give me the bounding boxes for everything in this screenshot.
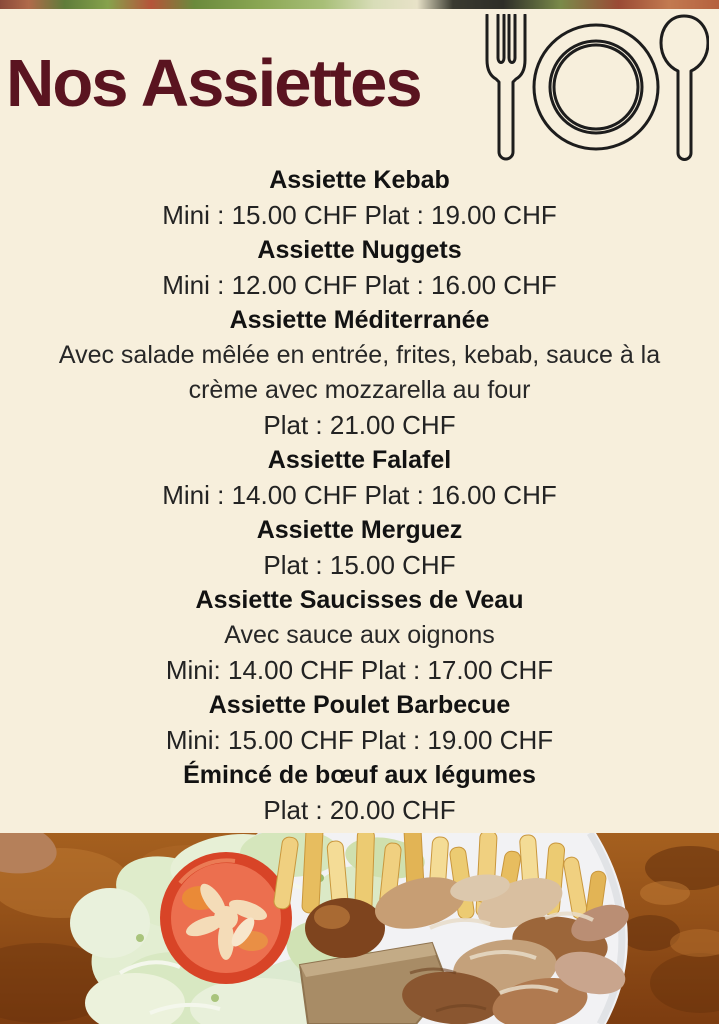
- menu-item-name: Émincé de bœuf aux légumes: [183, 761, 536, 789]
- menu-item-price: Mini : 14.00 CHF Plat : 16.00 CHF: [162, 480, 557, 510]
- menu-item-name: Assiette Nuggets: [257, 236, 462, 264]
- kebab-plate-photo: [0, 833, 719, 1024]
- menu-item-name: Assiette Poulet Barbecue: [208, 691, 511, 719]
- menu-item-description: Avec salade mêlée en entrée, frites, kebab, sauce à la: [58, 341, 661, 369]
- menu-item-description: crème avec mozzarella au four: [188, 376, 531, 404]
- menu-item-price: Plat : 21.00 CHF: [263, 410, 456, 440]
- menu-list: [0, 163, 719, 828]
- fork-icon: [487, 15, 525, 159]
- menu-item-description: Avec sauce aux oignons: [224, 621, 495, 649]
- menu-item-name: Assiette Merguez: [256, 516, 463, 544]
- menu-item-price: Mini: 15.00 CHF Plat : 19.00 CHF: [165, 725, 554, 755]
- menu-item-price: Plat : 15.00 CHF: [263, 550, 456, 580]
- tomato-slice: [160, 852, 292, 984]
- menu-item-price: Plat : 20.00 CHF: [263, 795, 456, 825]
- menu-item-price: Mini : 15.00 CHF Plat : 19.00 CHF: [162, 200, 557, 230]
- menu-item-name: Assiette Saucisses de Veau: [195, 586, 524, 614]
- menu-item-price: Mini: 14.00 CHF Plat : 17.00 CHF: [165, 655, 554, 685]
- menu-item-price: Mini : 12.00 CHF Plat : 16.00 CHF: [162, 270, 557, 300]
- menu-item-name: Assiette Méditerranée: [229, 306, 490, 334]
- menu-item-name: Assiette Kebab: [269, 166, 450, 194]
- plate-icon: [534, 25, 658, 149]
- fork-plate-spoon-icon: [484, 14, 709, 167]
- spoon-icon: [661, 16, 708, 160]
- menu-item-name: Assiette Falafel: [267, 446, 452, 474]
- salad-strip-photo: [0, 0, 719, 9]
- page-title: Nos Assiettes: [6, 46, 421, 121]
